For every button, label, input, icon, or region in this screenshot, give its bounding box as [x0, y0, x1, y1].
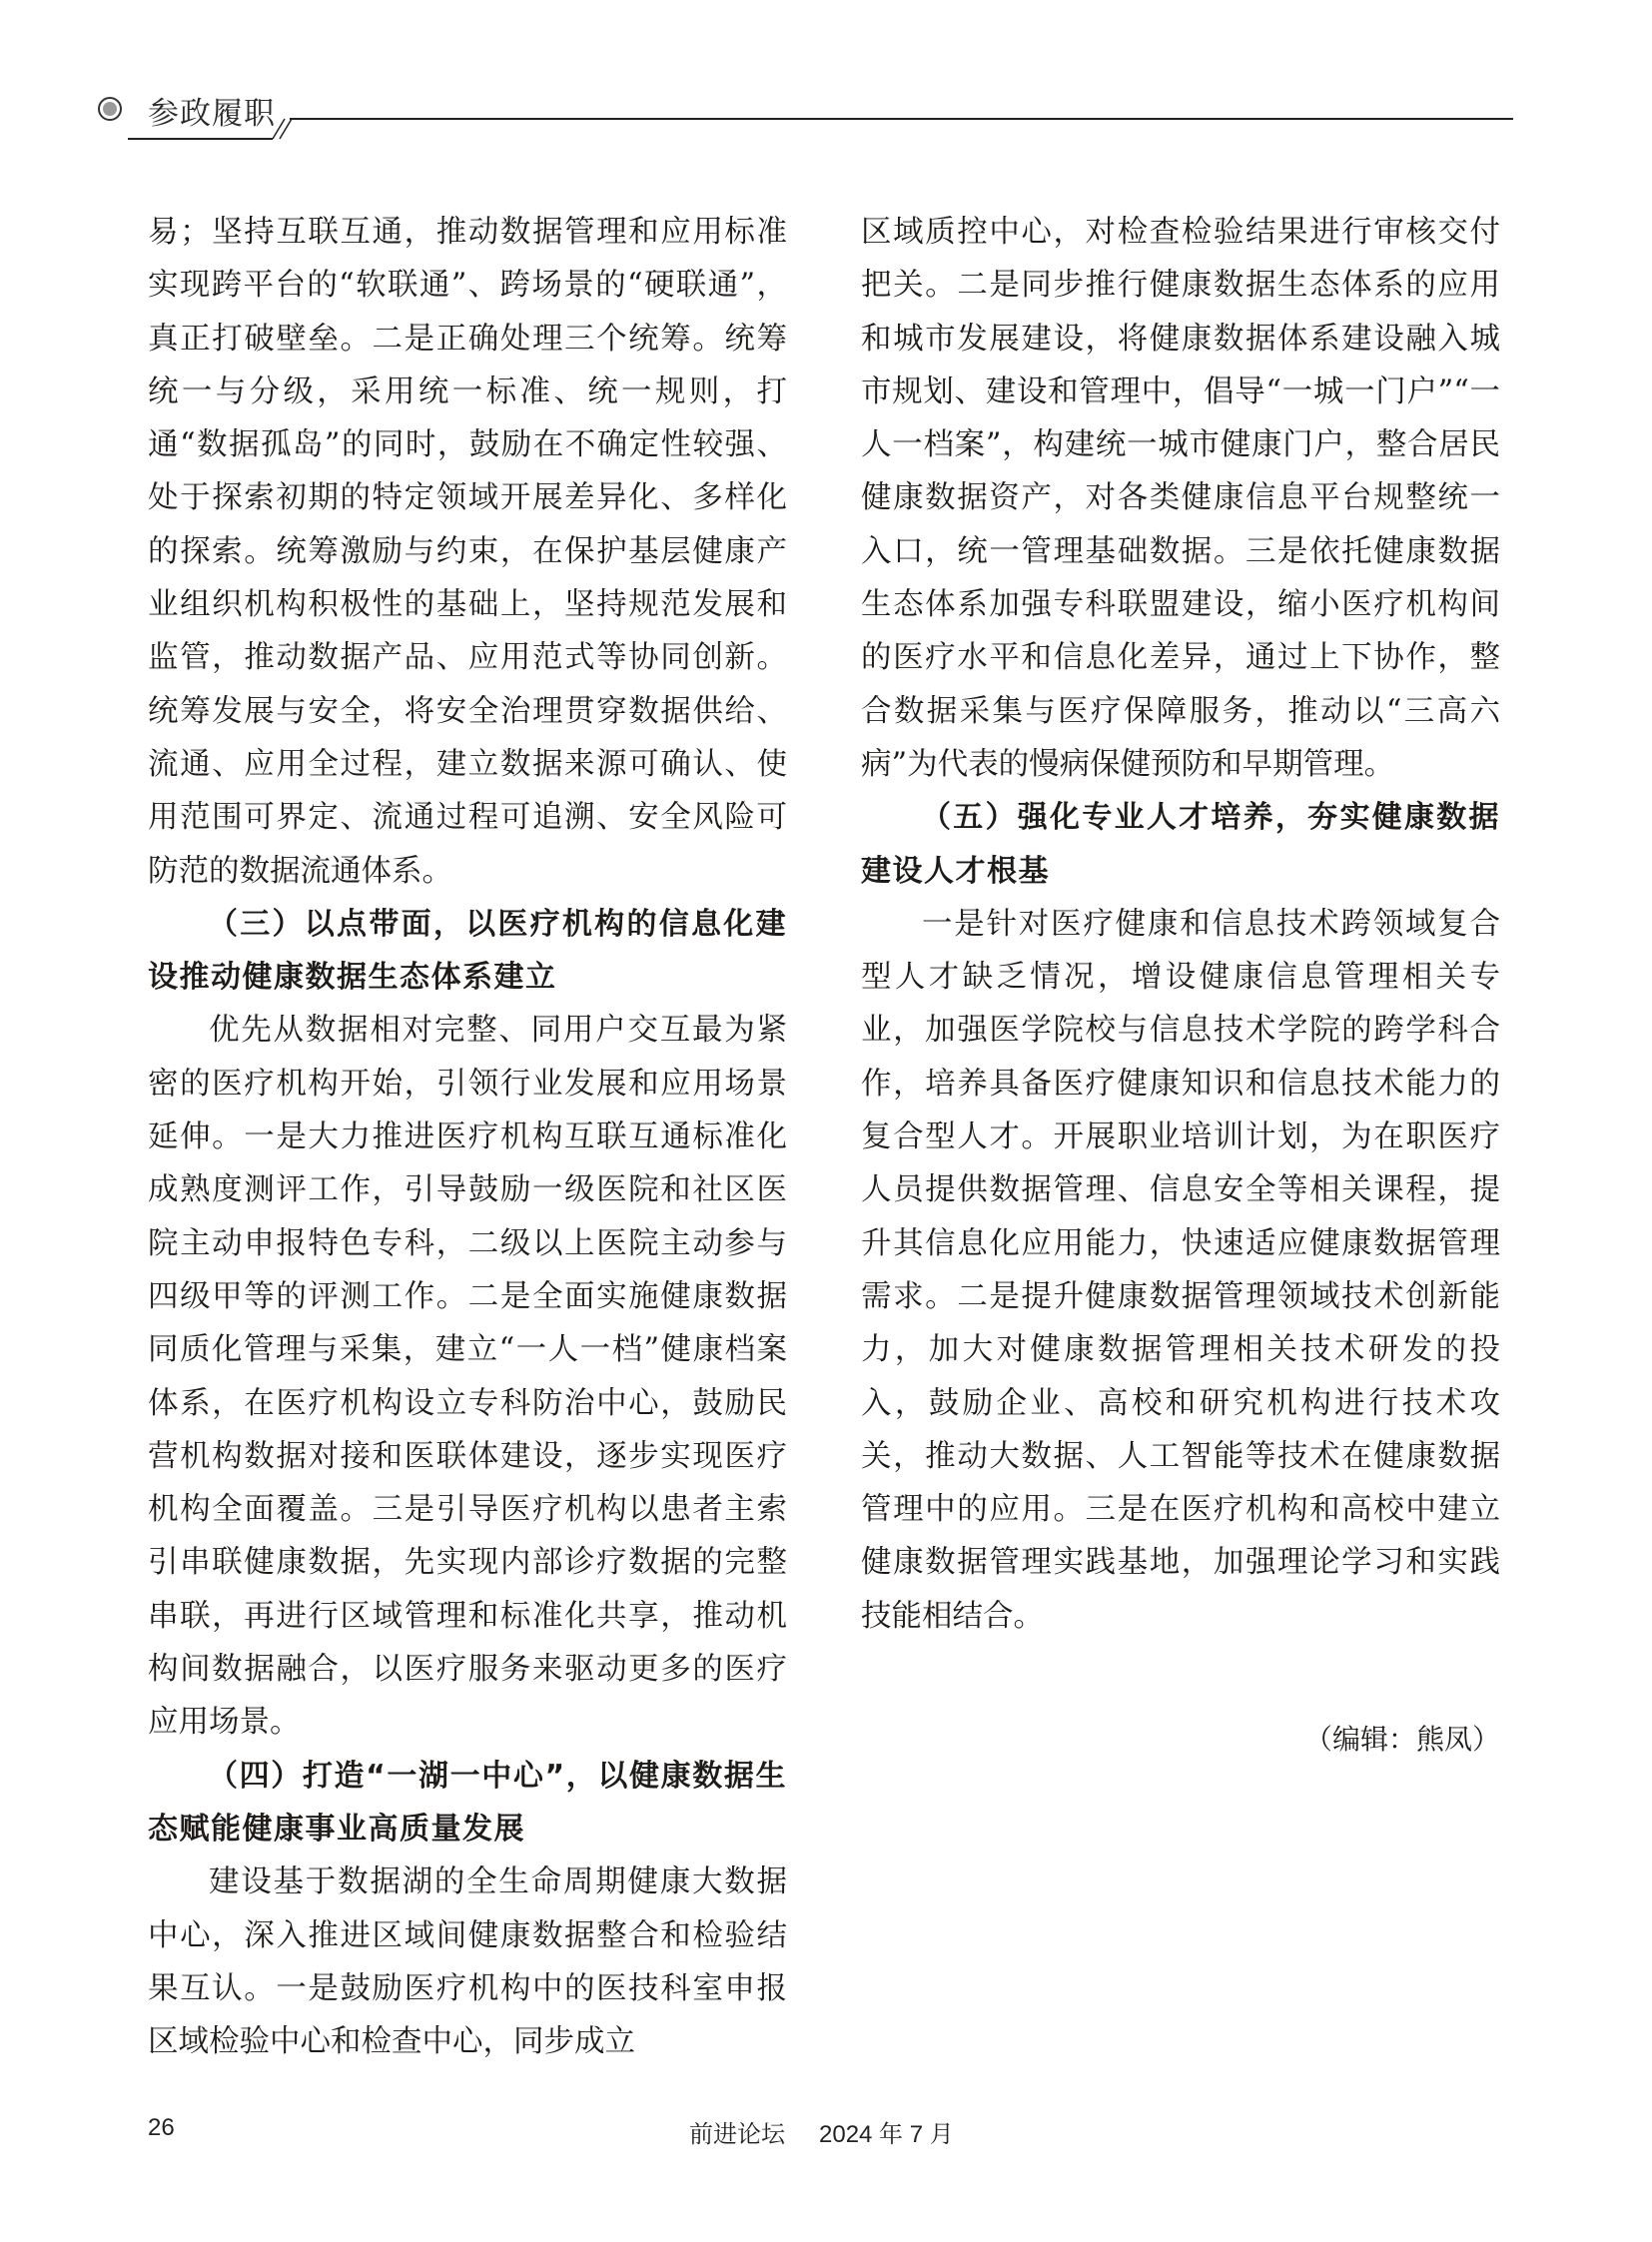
section-heading-3: （三）以点带面，以医疗机构的信息化建设推动健康数据生态体系建立 [148, 906, 787, 996]
editor-note: （编辑：熊凤） [1303, 1723, 1500, 1757]
issue-date: 2024 年 7 月 [819, 2121, 954, 2148]
section-heading-4: （四）打造“一湖一中心”，以健康数据生态赋能健康事业高质量发展 [148, 1758, 787, 1847]
page-header [0, 0, 1652, 160]
paragraph: 区域质控中心，对检查检验结果进行审核交付把关。二是同步推行健康数据生态体系的应用和城市发展建设，将健康数据体系建设融入城市规划、建设和管理中，倡导“一城一门户”“一人一档案”，构建统一城市健康门户，整合居民健康数据资产，对各类健康信息平台规整统一入口，统一管理基础数据。三是依托健康数据生态体系加强专科联盟建设，缩小医疗机构间的医疗水平和信息化差异，通过上下协作，整合数据采集与医疗保障服务，推动以“三高六病”为代表的慢病保健预防和早期管理。 [861, 215, 1500, 782]
paragraph: 易；坚持互联互通，推动数据管理和应用标准实现跨平台的“软联通”、跨场景的“硬联通”，真正打破壁垒。二是正确处理三个统筹。统筹统一与分级，采用统一标准、统一规则，打通“数据孤岛”的同时，鼓励在不确定性较强、处于探索初期的特定领域开展差异化、多样化的探索。统筹激励与约束，在保护基层健康产业组织机构积极性的基础上，坚持规范发展和监管，推动数据产品、应用范式等协同创新。统筹发展与安全，将安全治理贯穿数据供给、流通、应用全过程，建立数据来源可确认、使用范围可界定、流通过程可追溯、安全风险可防范的数据流通体系。 [148, 215, 787, 889]
left-column [148, 206, 787, 2068]
section-heading-5: （五）强化专业人才培养，夯实健康数据建设人才根基 [861, 800, 1500, 889]
paragraph: 建设基于数据湖的全生命周期健康大数据中心，深入推进区域间健康数据整合和检验结果互认。一是鼓励医疗机构中的医技科室申报区域检验中心和检查中心，同步成立 [148, 1865, 787, 2060]
header-rule [0, 0, 1652, 160]
section-title: 参政履职 [148, 96, 276, 132]
paragraph: 一是针对医疗健康和信息技术跨领域复合型人才缺乏情况，增设健康信息管理相关专业，加强医学院校与信息技术学院的跨学科合作，培养具备医疗健康知识和信息技术能力的复合型人才。开展职业培训计划，为在职医疗人员提供数据管理、信息安全等相关课程，提升其信息化应用能力，快速适应健康数据管理需求。二是提升健康数据管理领域技术创新能力，加大对健康数据管理相关技术研发的投入，鼓励企业、高校和研究机构进行技术攻关，推动大数据、人工智能等技术在健康数据管理中的应用。三是在医疗机构和高校中建立健康数据管理实践基地，加强理论学习和实践技能相结合。 [861, 906, 1500, 1634]
publication-name: 前进论坛 [689, 2121, 785, 2148]
page-number: 26 [148, 2114, 175, 2141]
publication-info [689, 2114, 988, 2149]
paragraph: 优先从数据相对完整、同用户交互最为紧密的医疗机构开始，引领行业发展和应用场景延伸。一是大力推进医疗机构互联互通标准化成熟度测评工作，引导鼓励一级医院和社区医院主动申报特色专科，二级以上医院主动参与四级甲等的评测工作。二是全面实施健康数据同质化管理与采集，建立“一人一档”健康档案体系，在医疗机构设立专科防治中心，鼓励民营机构数据对接和医联体建设，逐步实现医疗机构全面覆盖。三是引导医疗机构以患者主索引串联健康数据，先实现内部诊疗数据的完整串联，再进行区域管理和标准化共享，推动机构间数据融合，以医疗服务来驱动更多的医疗应用场景。 [148, 1013, 787, 1741]
right-column [861, 206, 1500, 1766]
